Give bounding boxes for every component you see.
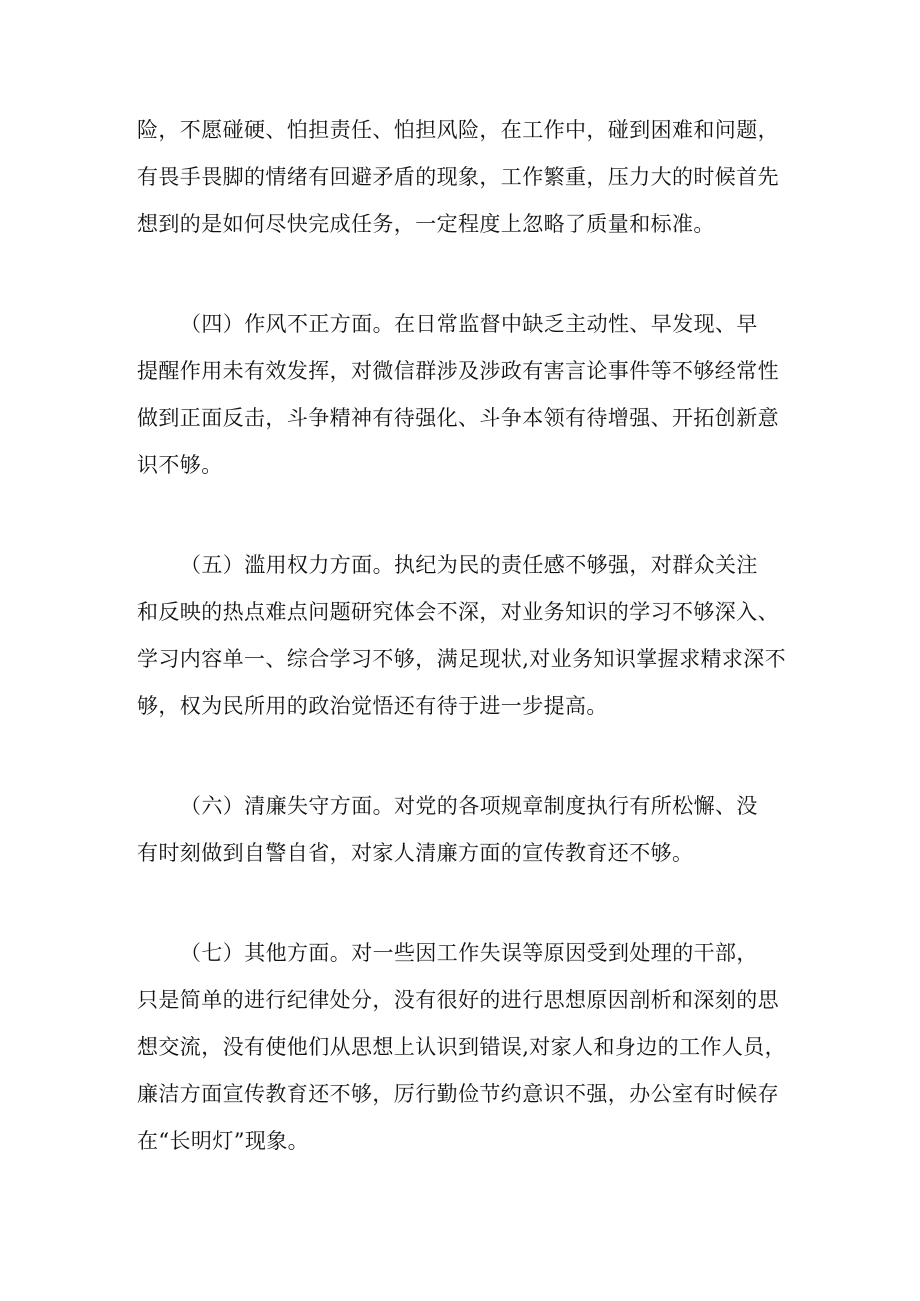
paragraph-line: 想交流，没有使他们从思想上认识到错误,对家人和身边的工作人员， — [137, 1035, 787, 1059]
paragraph-line: 识不够。 — [137, 453, 223, 477]
paragraph-line: 提醒作用未有效发挥，对微信群涉及涉政有害言论事件等不够经常性 — [137, 359, 779, 383]
section-heading-line: （四）作风不正方面。在日常监督中缺乏主动性、早发现、早 — [180, 312, 758, 336]
paragraph-line: 有畏手畏脚的情绪有回避矛盾的现象，工作繁重，压力大的时候首先 — [137, 165, 779, 189]
paragraph-line: 险，不愿碰硬、怕担责任、怕担风险，在工作中，碰到困难和问题， — [137, 118, 779, 142]
section-heading-line: （六）清廉失守方面。对党的各项规章制度执行有所松懈、没 — [180, 794, 758, 818]
paragraph-line: 廉洁方面宣传教育还不够，厉行勤俭节约意识不强，办公室有时候存 — [137, 1082, 779, 1106]
paragraph-line: 在“长明灯”现象。 — [137, 1129, 310, 1153]
paragraph-line: 做到正面反击，斗争精神有待强化、斗争本领有待增强、开拓创新意 — [137, 406, 779, 430]
paragraph-line: 只是简单的进行纪律处分，没有很好的进行思想原因剖析和深刻的思 — [137, 988, 779, 1012]
section-heading-line: （五）滥用权力方面。执纪为民的责任感不够强，对群众关注 — [180, 553, 758, 577]
paragraph-line: 学习内容单一、综合学习不够，满足现状,对业务知识掌握求精求深不 — [137, 647, 787, 671]
paragraph-line: 想到的是如何尽快完成任务，一定程度上忽略了质量和标准。 — [137, 212, 715, 236]
paragraph-line: 够，权为民所用的政治觉悟还有待于进一步提高。 — [137, 694, 608, 718]
section-heading-line: （七）其他方面。对一些因工作失误等原因受到处理的干部， — [180, 941, 758, 965]
paragraph-line: 和反映的热点难点问题研究体会不深，对业务知识的学习不够深入、 — [137, 600, 779, 624]
paragraph-line: 有时刻做到自警自省，对家人清廉方面的宣传教育还不够。 — [137, 841, 694, 865]
